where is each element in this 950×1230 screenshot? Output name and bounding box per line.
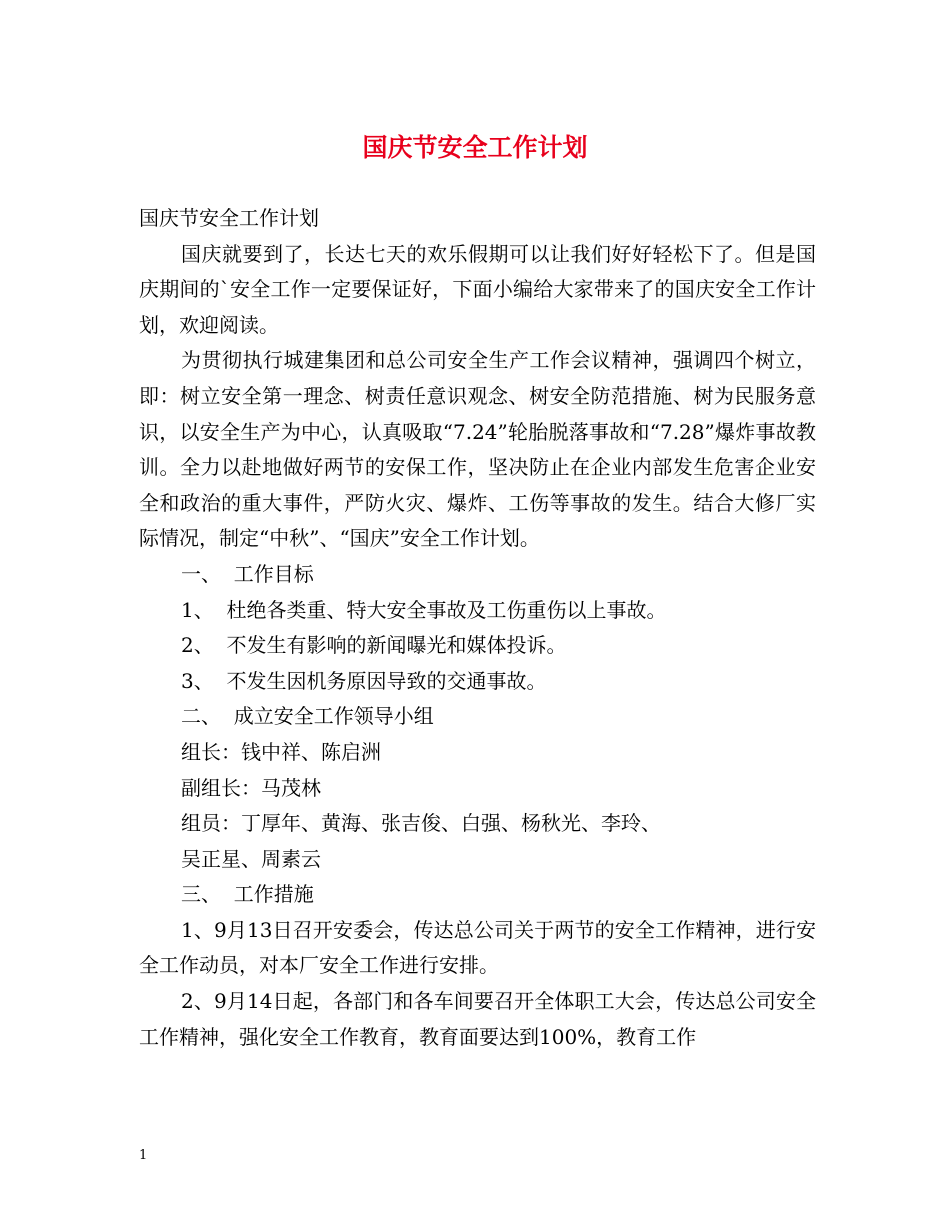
body-heading: 国庆节安全工作计划: [139, 206, 319, 230]
goal-item: 3、 不发生因机务原因导致的交通事故。: [181, 668, 547, 693]
measure-item: 1、9月13日召开安委会，传达总公司关于两节的安全工作精神，进行安全工作动员，对本厂安全工作进行安排。: [139, 917, 816, 978]
section-heading-leadership: 二、 成立安全工作领导小组: [181, 704, 434, 729]
leader-line: 组长：钱中祥、陈启洲: [181, 739, 381, 764]
page-number: 1: [139, 1148, 148, 1163]
document-body: [139, 201, 816, 1055]
document-title: 国庆节安全工作计划: [362, 133, 588, 162]
goal-item: 2、 不发生有影响的新闻曝光和媒体投诉。: [181, 633, 567, 658]
section-heading-measures: 三、 工作措施: [181, 882, 314, 907]
members-line: 组员：丁厚年、黄海、张吉俊、白强、杨秋光、李玲、: [181, 811, 661, 836]
deputy-leader-line: 副组长：马茂林: [181, 775, 321, 800]
intro-paragraph: 国庆就要到了，长达七天的欢乐假期可以让我们好好轻松下了。但是国庆期间的`安全工作一定要保证好，下面小编给大家带来了的国庆安全工作计划，欢迎阅读。: [139, 241, 816, 337]
goal-item: 1、 杜绝各类重、特大安全事故及工伤重伤以上事故。: [181, 597, 667, 622]
purpose-paragraph: 为贯彻执行城建集团和总公司安全生产工作会议精神，强调四个树立，即：树立安全第一理念、树责任意识观念、树安全防范措施、树为民服务意识，以安全生产为中心，认真吸取“7.24”轮胎脱落事故和“7.28”爆炸事故教训。全力以赴地做好两节的安保工作，坚决防止在企业内部发生危害企业安全和政治的重大事件，严防火灾、爆炸、工伤等事故的发生。结合大修厂实际情况，制定“中秋”、“国庆”安全工作计划。: [139, 348, 816, 551]
section-heading-goals: 一、 工作目标: [181, 561, 314, 586]
measure-item: 2、9月14日起，各部门和各车间要召开全体职工大会，传达总公司安全工作精神，强化安全工作教育，教育面要达到100%，教育工作: [139, 989, 816, 1049]
members-line-continued: 吴正星、周素云: [181, 846, 321, 871]
